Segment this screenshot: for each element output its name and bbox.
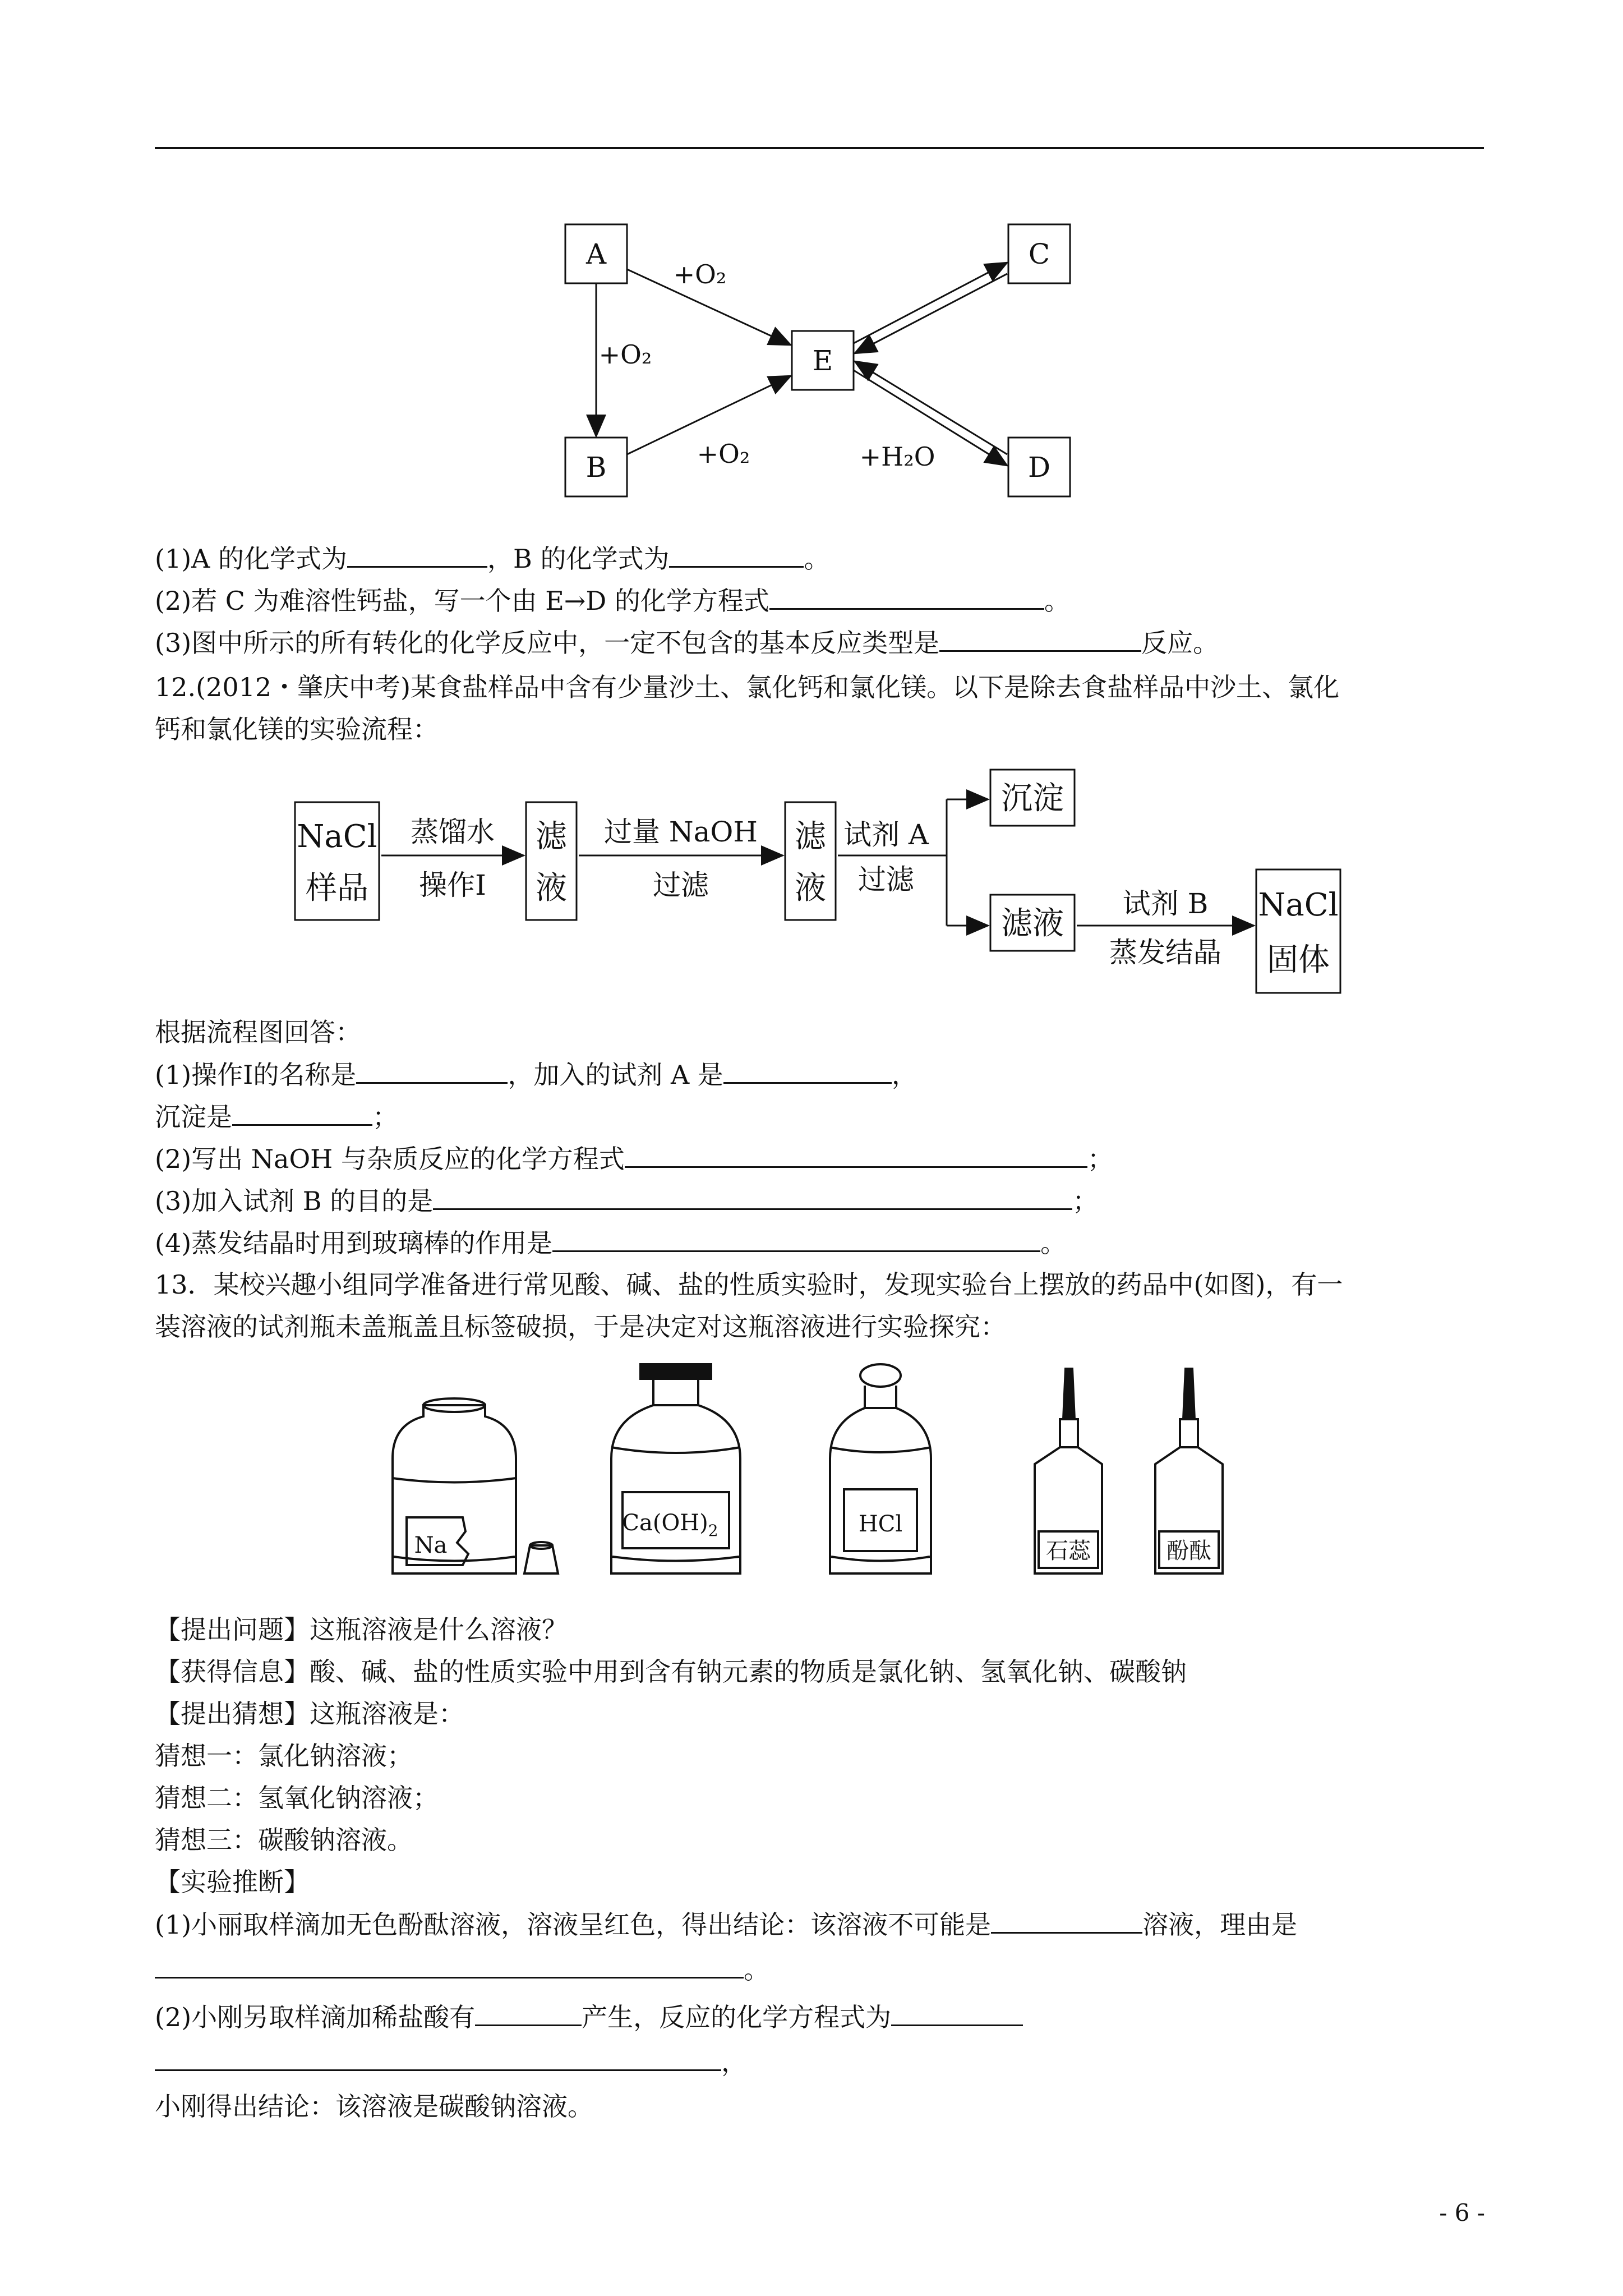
svg-text:滤: 滤	[795, 818, 826, 855]
q11-part2: (2)若 C 为难溶性钙盐，写一个由 E→D 的化学方程式 。	[155, 583, 1070, 618]
purification-flowchart	[292, 769, 1346, 999]
answer-blank[interactable]	[669, 541, 804, 568]
svg-text:过滤: 过滤	[653, 869, 709, 901]
svg-text:液: 液	[536, 870, 567, 907]
q13-stem-line1: 13．某校兴趣小组同学准备进行常见酸、碱、盐的性质实验时，发现实验台上摆放的药品中(如图)，有一	[155, 1269, 1343, 1300]
reagent-bottles-illustration	[381, 1363, 1279, 1582]
caoh2-label: $Ca(OH)_2$	[622, 1510, 718, 1540]
q12-stem-line2: 钙和氯化镁的实验流程：	[155, 714, 439, 744]
svg-text:蒸发结晶: 蒸发结晶	[1109, 936, 1221, 969]
q12-part4: (4)蒸发结晶时用到玻璃棒的作用是 。	[155, 1226, 1066, 1260]
answer-blank[interactable]	[625, 1142, 1087, 1168]
litmus-label: 石蕊	[1046, 1538, 1091, 1564]
answer-blank[interactable]	[155, 1952, 744, 1978]
svg-text:滤: 滤	[536, 818, 567, 855]
q11-part3: (3)图中所示的所有转化的化学反应中，一定不包含的基本反应类型是 反应。	[155, 625, 1219, 660]
svg-text:试剂 A: 试剂 A	[843, 818, 929, 851]
arrow-c-e	[855, 274, 1007, 353]
arrow-d-e	[855, 361, 1007, 454]
answer-blank[interactable]	[475, 2000, 582, 2026]
answer-blank[interactable]	[939, 625, 1141, 652]
q12-part3: (3)加入试剂 B 的目的是 ；	[155, 1184, 1098, 1218]
svg-text:操作Ⅰ: 操作Ⅰ	[419, 869, 486, 901]
node-a-label: A	[585, 238, 607, 270]
svg-text:NaCl: NaCl	[297, 818, 377, 855]
answer-blank[interactable]	[769, 583, 1044, 610]
node-c-label: C	[1028, 238, 1050, 270]
answer-blank[interactable]	[991, 1907, 1142, 1934]
broken-label-bottle	[393, 1398, 516, 1573]
q12-stem-line1: 12.(2012・肇庆中考)某食盐样品中含有少量沙土、氯化钙和氯化镁。以下是除去食盐样品中沙土、氯化	[155, 672, 1340, 702]
node-e-label: E	[812, 344, 833, 377]
conversion-diagram	[550, 213, 1088, 516]
q13-info: 【获得信息】酸、碱、盐的性质实验中用到含有钠元素的物质是氯化钠、氢氧化钠、碳酸钠	[155, 1657, 1187, 1687]
hcl-bottle	[830, 1364, 931, 1573]
svg-text:试剂 B: 试剂 B	[1122, 887, 1209, 920]
phenolphthalein-label: 酚酞	[1166, 1538, 1211, 1564]
q11-part1: (1)A 的化学式为 ，B 的化学式为 。	[155, 541, 829, 576]
answer-blank[interactable]	[232, 1099, 372, 1126]
q13-part2-cont: ，	[155, 2045, 747, 2079]
q13-part2: (2)小刚另取样滴加稀盐酸有 产生，反应的化学方程式为	[155, 2000, 1023, 2034]
q12-answer-intro: 根据流程图回答：	[155, 1017, 361, 1047]
arrow-e-c	[854, 263, 1007, 343]
svg-text:沉淀: 沉淀	[1001, 780, 1064, 817]
label-e-d: +H₂O	[859, 441, 935, 472]
q12-part1-cont: 沉淀是 ；	[155, 1099, 398, 1134]
q13-guess1: 猜想一：氯化钠溶液；	[155, 1741, 413, 1771]
label-a-b: +O₂	[598, 339, 652, 370]
answer-blank[interactable]	[356, 1057, 508, 1084]
answer-blank[interactable]	[552, 1226, 1040, 1252]
q12-part2: (2)写出 NaOH 与杂质反应的化学方程式 ；	[155, 1142, 1113, 1176]
node-b-label: B	[585, 451, 607, 484]
hcl-label: HCl	[858, 1511, 903, 1537]
svg-text:液: 液	[795, 870, 826, 907]
q13-question: 【提出问题】这瓶溶液是什么溶液？	[155, 1614, 568, 1645]
q13-stem-line2: 装溶液的试剂瓶未盖瓶盖且标签破损，于是决定对这瓶溶液进行实验探究：	[155, 1312, 1006, 1342]
svg-text:滤液: 滤液	[1001, 905, 1064, 942]
q13-guess3: 猜想三：碳酸钠溶液。	[155, 1825, 413, 1855]
q13-conclusion: 小刚得出结论：该溶液是碳酸钠溶液。	[155, 2091, 593, 2122]
q13-guess-title: 【提出猜想】这瓶溶液是：	[155, 1699, 464, 1729]
answer-blank[interactable]	[155, 2045, 721, 2071]
answer-blank[interactable]	[891, 2000, 1023, 2026]
q12-part1: (1)操作Ⅰ的名称是 ，加入的试剂 A 是 ，	[155, 1057, 917, 1092]
header-rule	[155, 147, 1484, 149]
answer-blank[interactable]	[723, 1057, 892, 1084]
caoh2-bottle	[611, 1363, 740, 1573]
answer-blank[interactable]	[347, 541, 487, 568]
svg-text:NaCl: NaCl	[1258, 887, 1339, 923]
svg-text:蒸馏水: 蒸馏水	[411, 816, 495, 848]
answer-blank[interactable]	[433, 1184, 1072, 1210]
svg-text:样品: 样品	[306, 870, 368, 907]
svg-text:过量 NaOH: 过量 NaOH	[603, 816, 758, 848]
svg-text:过滤: 过滤	[858, 863, 914, 896]
svg-text:固体: 固体	[1267, 942, 1330, 978]
q13-infer-title: 【实验推断】	[155, 1867, 310, 1897]
q13-part1-cont: 。	[155, 1952, 769, 1986]
na-label: Na	[414, 1533, 448, 1558]
q13-part1: (1)小丽取样滴加无色酚酞溶液，溶液呈红色，得出结论：该溶液不可能是 溶液，理由是	[155, 1907, 1297, 1941]
q13-guess2: 猜想二：氢氧化钠溶液；	[155, 1783, 439, 1813]
label-b-e: +O₂	[697, 439, 750, 469]
label-a-e: +O₂	[673, 259, 727, 289]
node-d-label: D	[1027, 451, 1051, 484]
page-number: - 6 -	[1439, 2199, 1485, 2226]
